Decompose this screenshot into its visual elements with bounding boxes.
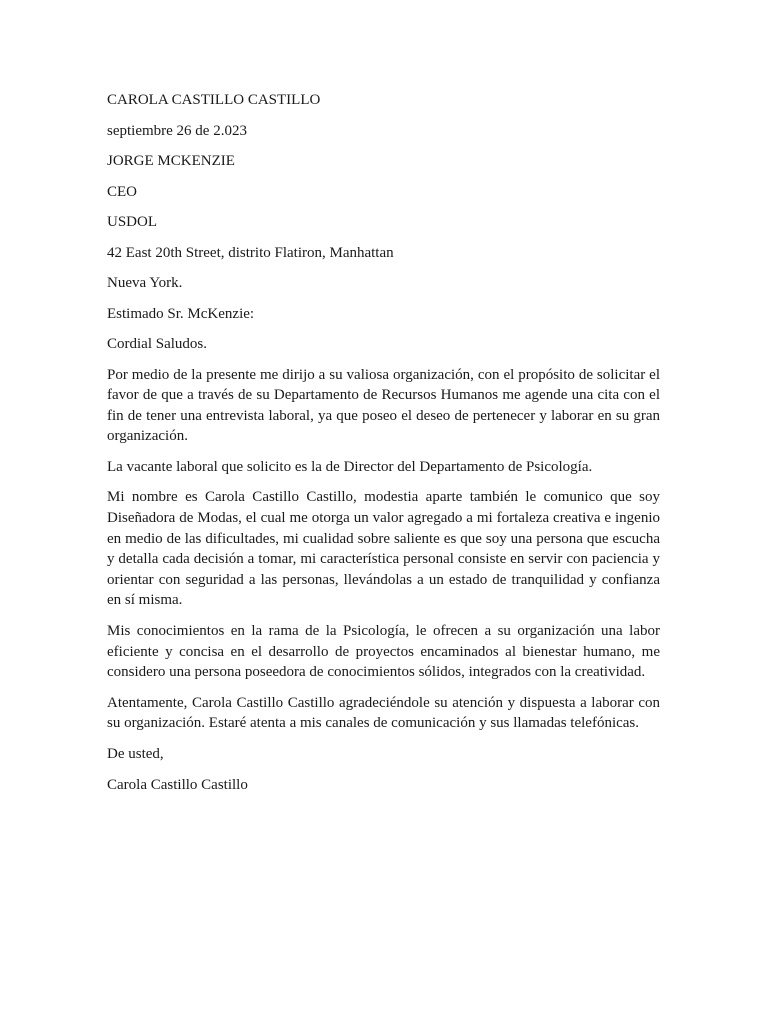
closing: De usted, xyxy=(107,746,164,762)
recipient-name: JORGE MCKENZIE xyxy=(107,153,235,169)
letter-body xyxy=(107,90,660,805)
recipient-organization: USDOL xyxy=(107,214,158,230)
letter-date: septiembre 26 de 2.023 xyxy=(107,122,247,139)
salutation: Estimado Sr. McKenzie: xyxy=(107,305,255,322)
recipient-address: 42 East 20th Street, distrito Flatiron, Manhattan xyxy=(107,244,394,261)
greeting: Cordial Saludos. xyxy=(107,336,207,352)
signature-name: Carola Castillo Castillo xyxy=(107,776,248,793)
recipient-city: Nueva York. xyxy=(107,275,183,291)
paragraph-introduction: Mi nombre es Carola Castillo Castillo, modestia aparte también le comunico que soy Diseñadora de Modas, el cual me otorga un valor agregado a mi fortaleza creativa e ingenio en medio de las dificultades, mi cualidad sobre saliente es que soy una persona que escucha y detalla cada decisión a tomar, mi característica personal consiste en servir con paciencia y orientar con seguridad a las personas, llevándolas a un estado de tranquilidad y confianza en sí misma. xyxy=(107,489,660,609)
paragraph-knowledge: Mis conocimientos en la rama de la Psicología, le ofrecen a su organización una labor eficiente y concisa en el desarrollo de proyectos encaminados al bienestar humano, me considero una persona poseedora de conocimientos sólidos, integrados con la creatividad. xyxy=(107,623,660,681)
paragraph-vacancy: La vacante laboral que solicito es la de Director del Departamento de Psicología. xyxy=(107,458,593,475)
recipient-title: CEO xyxy=(107,183,137,200)
paragraph-closing-remarks: Atentamente, Carola Castillo Castillo agradeciéndole su atención y dispuesta a laborar con su organización. Estaré atenta a mis canales de comunicación y sus llamadas telefónicas. xyxy=(107,694,660,732)
paragraph-request: Por medio de la presente me dirijo a su valiosa organización, con el propósito de solicitar el favor de que a través de su Departamento de Recursos Humanos me agende una cita con el fin de tener una entrevista laboral, ya que poseo el deseo de pertenecer y laborar en su gran organización. xyxy=(107,366,660,445)
sender-name: CAROLA CASTILLO CASTILLO xyxy=(107,92,321,108)
